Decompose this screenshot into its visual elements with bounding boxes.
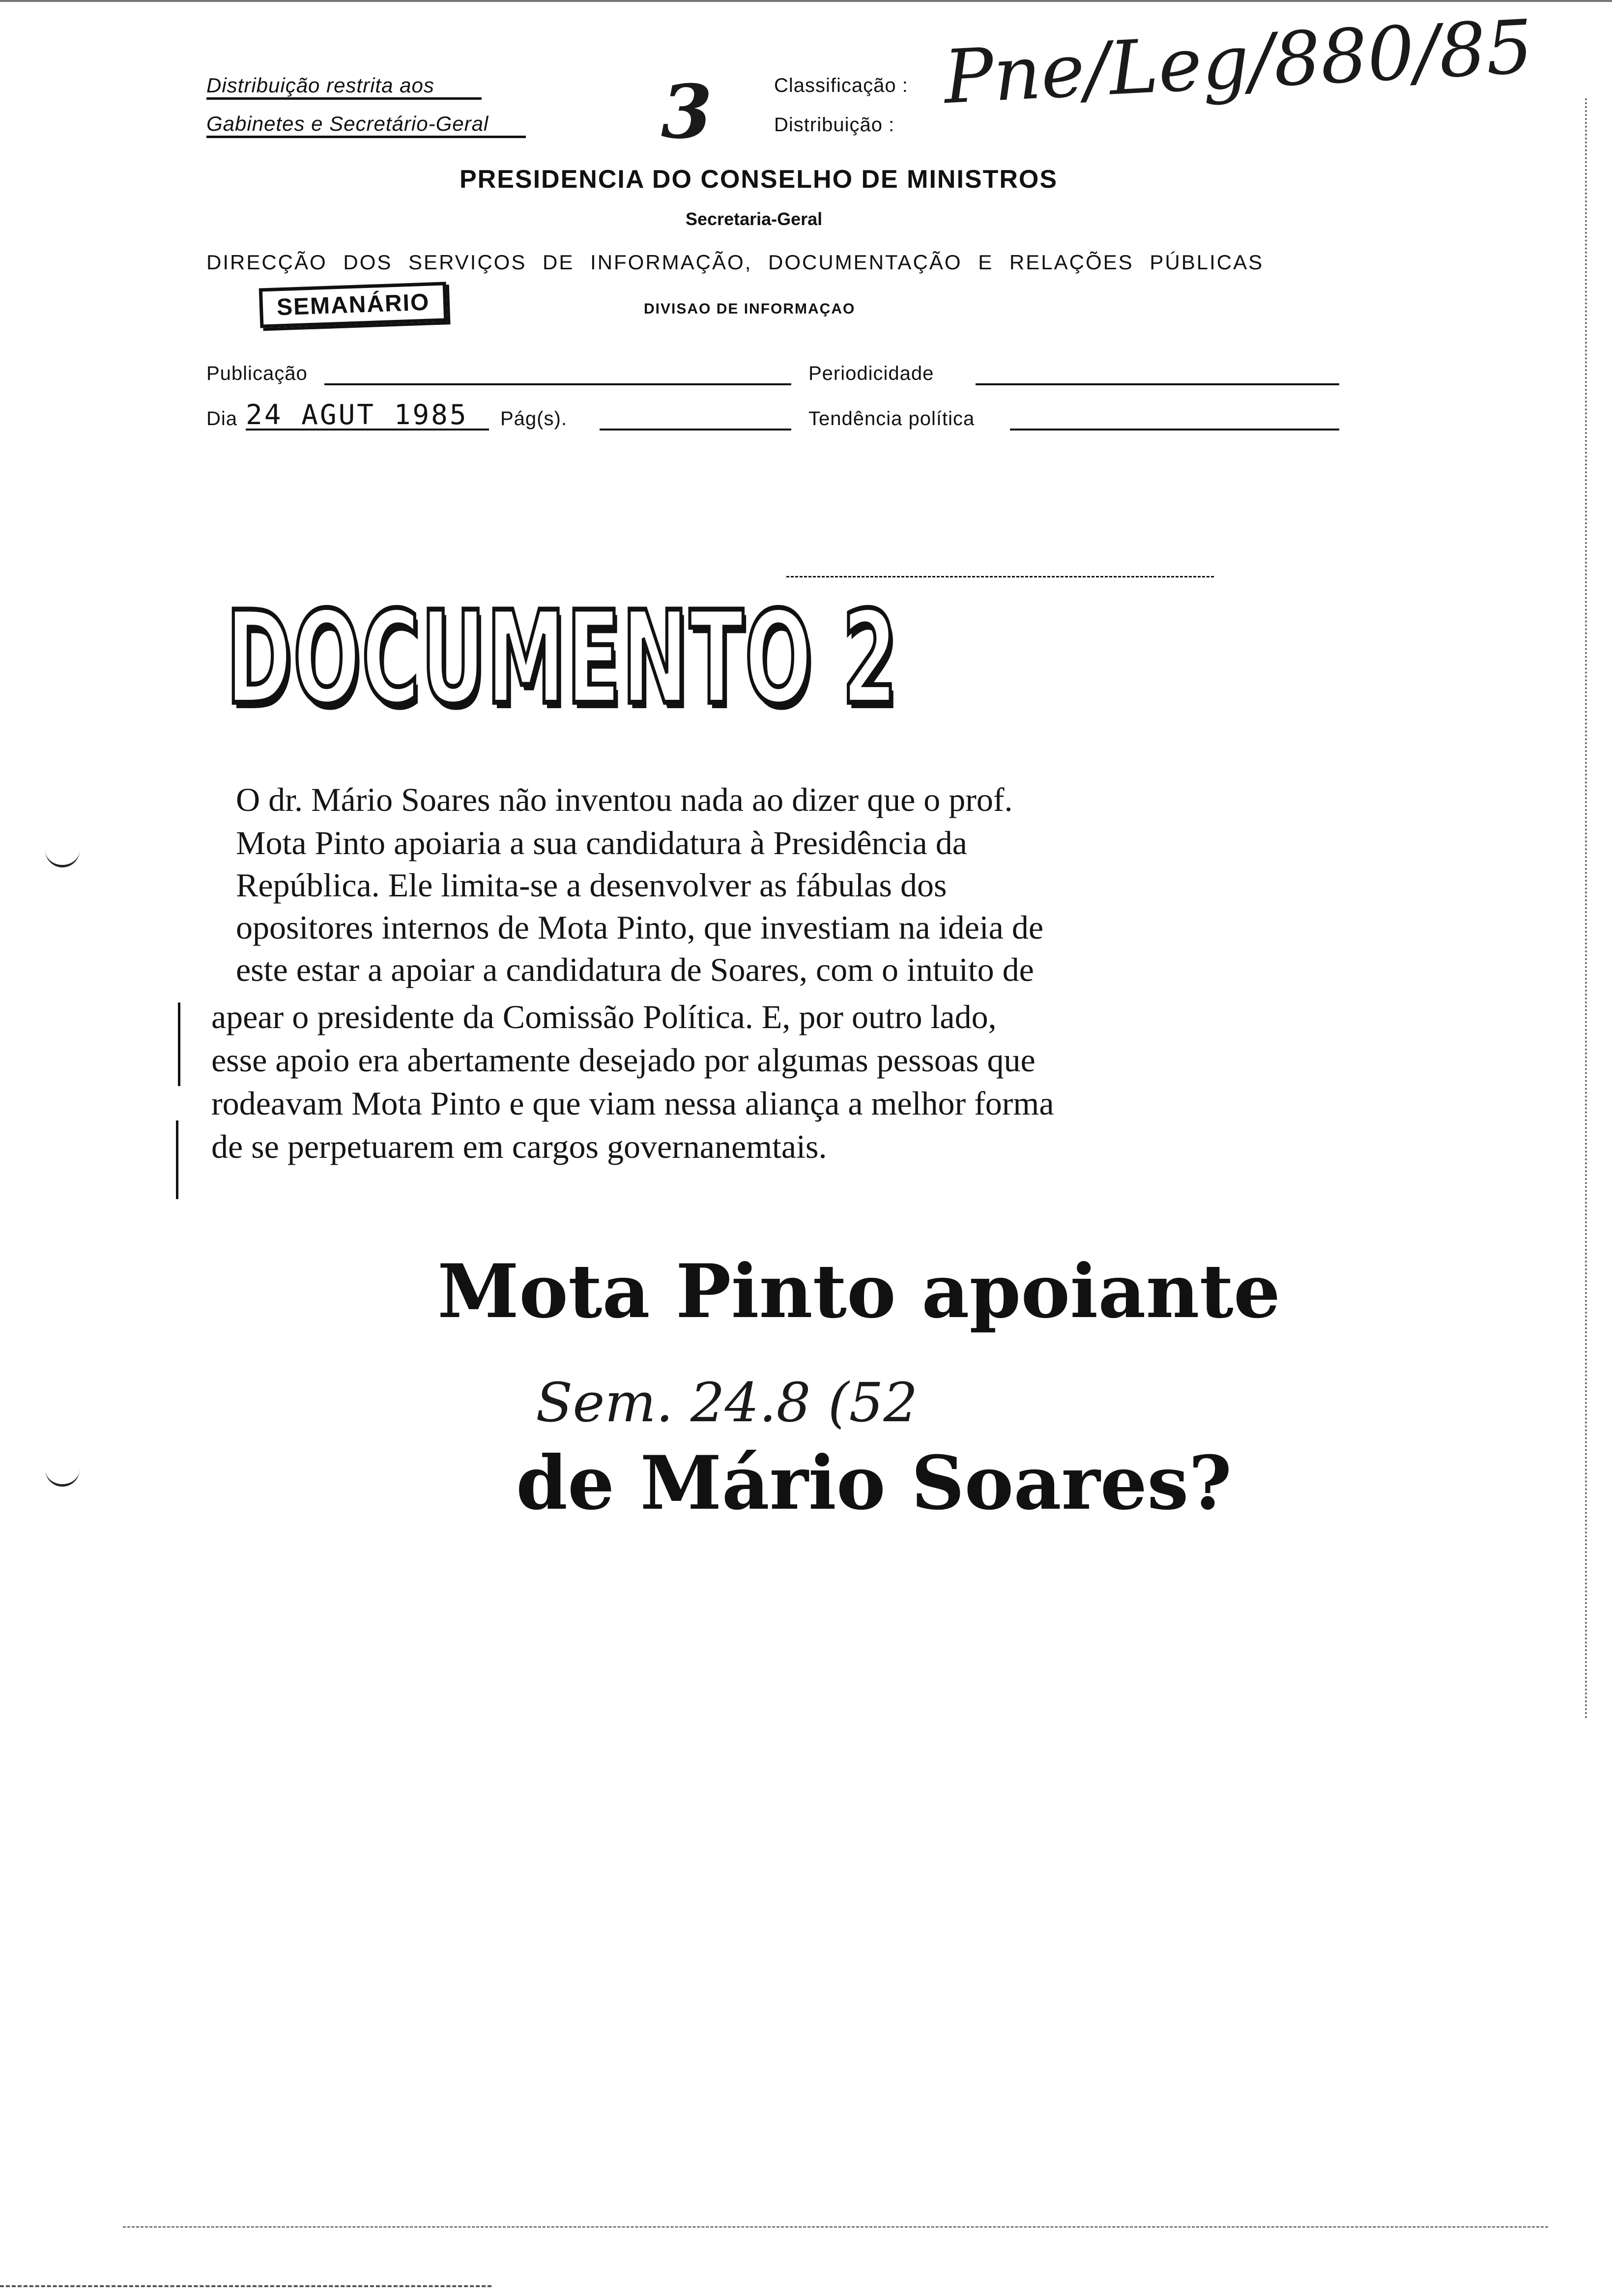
dia-stamp-value: 24 AGUT 1985 <box>246 399 468 431</box>
clipping-top-edge <box>786 576 1214 577</box>
distribution-line-1: Distribuição restrita aos <box>206 74 482 100</box>
body-line: apear o presidente da Comissão Política. E, por outro lado, <box>211 998 997 1035</box>
handwritten-note: Sem. 24.8 (52 <box>536 1371 918 1434</box>
periodicidade-label: Periodicidade <box>808 363 934 384</box>
org-title: PRESIDENCIA DO CONSELHO DE MINISTROS <box>460 165 1058 194</box>
tendencia-label: Tendência política <box>808 408 975 430</box>
publicacao-rule <box>324 383 791 385</box>
scan-edge-artifact <box>0 2285 491 2287</box>
body-line: opositores internos de Mota Pinto, que investiam na ideia de <box>236 909 1044 946</box>
scan-edge-artifact <box>0 0 1612 2</box>
org-subtitle: Secretaria-Geral <box>686 209 823 229</box>
handwritten-reference: Pne/Leg/880/85 <box>942 4 1535 121</box>
body-line: este estar a apoiar a candidatura de Soares, com o intuito de <box>236 951 1034 988</box>
punch-mark <box>45 845 80 867</box>
copy-number: 3 <box>661 69 713 155</box>
scan-edge-artifact <box>1585 98 1589 1720</box>
documento-banner: DOCUMENTO 2 <box>226 584 899 733</box>
divisao-label: DIVISAO DE INFORMAÇAO <box>644 301 856 317</box>
dia-label: Dia <box>206 408 238 430</box>
body-line: esse apoio era abertamente desejado por algumas pessoas que <box>211 1041 1036 1079</box>
headline-line-2: de Mário Soares? <box>516 1440 1232 1526</box>
distribuicao-label: Distribuição : <box>774 114 895 136</box>
pags-label: Pág(s). <box>500 408 567 430</box>
distribution-line-2: Gabinetes e Secretário-Geral <box>206 112 526 138</box>
pags-rule <box>600 429 791 430</box>
body-line: República. Ele limita-se a desenvolver as fábulas dos <box>236 866 947 904</box>
publicacao-label: Publicação <box>206 363 308 384</box>
dia-rule <box>246 429 489 430</box>
body-line: rodeavam Mota Pinto e que viam nessa aliança a melhor forma <box>211 1085 1054 1122</box>
body-line: Mota Pinto apoiaria a sua candidatura à Presidência da <box>236 824 967 861</box>
tendencia-rule <box>1010 429 1339 430</box>
margin-mark <box>178 1003 180 1086</box>
punch-mark <box>45 1464 80 1487</box>
headline-line-1: Mota Pinto apoiante <box>437 1248 1281 1335</box>
scan-edge-artifact <box>123 2226 1548 2228</box>
classificacao-label: Classificação : <box>774 75 908 96</box>
body-line: de se perpetuarem em cargos governanemtais. <box>211 1128 827 1165</box>
direccao-line: DIRECÇÃO DOS SERVIÇOS DE INFORMAÇÃO, DOCUMENTAÇÃO E RELAÇÕES PÚBLICAS <box>206 251 1264 274</box>
periodicidade-rule <box>976 383 1339 385</box>
semanario-stamp: SEMANÁRIO <box>259 282 448 328</box>
margin-mark <box>176 1120 178 1199</box>
body-line: O dr. Mário Soares não inventou nada ao dizer que o prof. <box>236 781 1013 818</box>
